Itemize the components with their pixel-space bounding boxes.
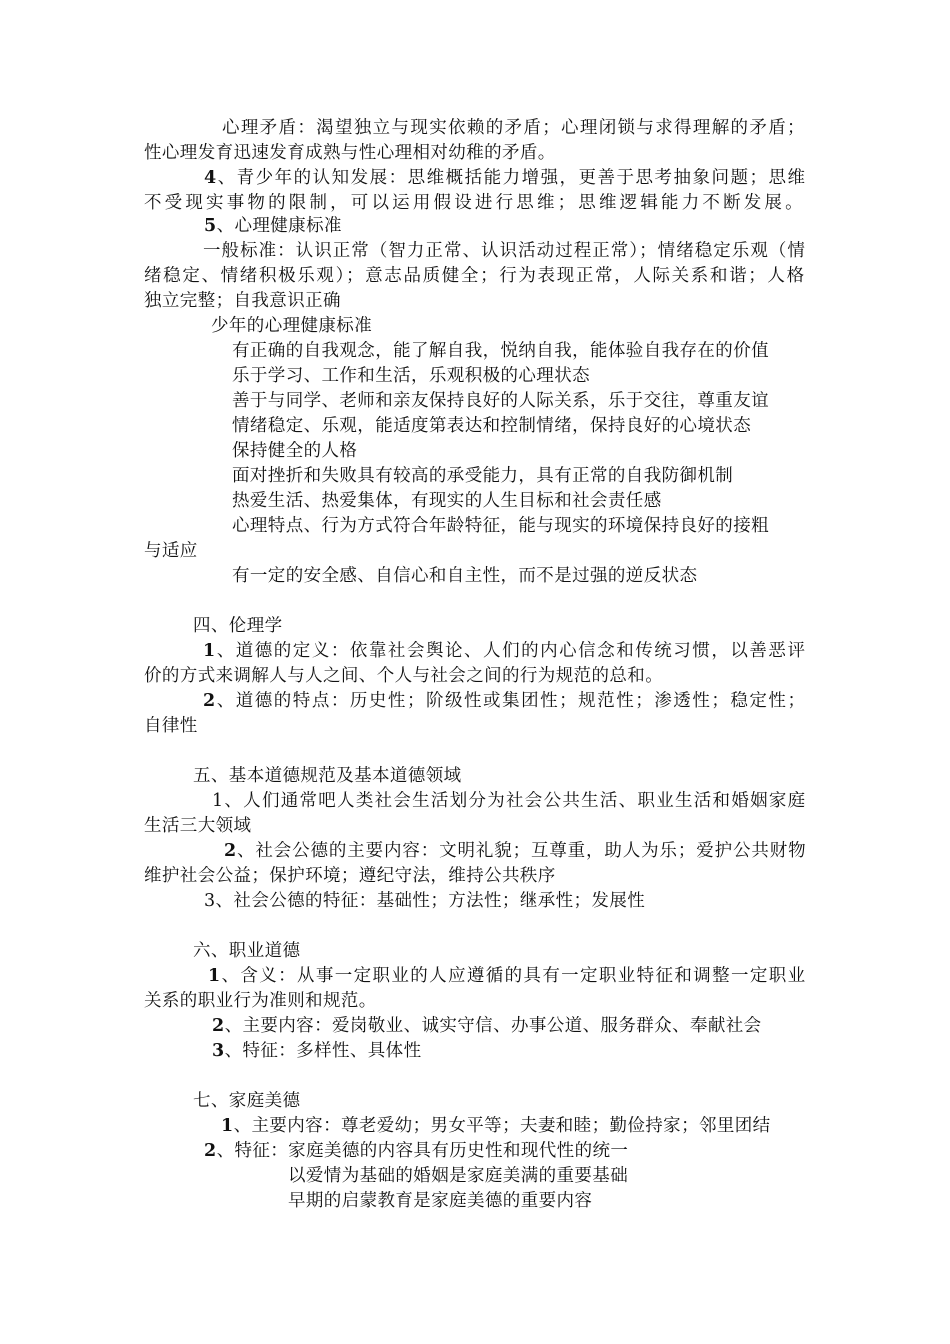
line-text: 关系的职业行为准则和规范。 bbox=[144, 991, 377, 1011]
line-text: 六、职业道德 bbox=[193, 941, 301, 961]
line-text: 、道德的定义：依靠社会舆论、人们的内心信念和传统习惯，以善恶评 bbox=[216, 641, 807, 661]
text-line bbox=[212, 1039, 421, 1063]
line-text: 、含义：从事一定职业的人应遵循的具有一定职业特征和调整一定职业 bbox=[221, 966, 807, 986]
text-line bbox=[224, 839, 806, 863]
text-line bbox=[193, 939, 300, 963]
text-line bbox=[232, 564, 697, 588]
line-text: 热爱生活、热爱集体，有现实的人生目标和社会责任感 bbox=[232, 491, 662, 511]
text-line bbox=[211, 314, 372, 338]
line-text: 自律性 bbox=[144, 716, 198, 736]
text-line bbox=[232, 364, 590, 388]
line-text: 、主要内容：爱岗敬业、诚实守信、办事公道、服务群众、奉献社会 bbox=[224, 1016, 762, 1036]
line-text: 乐于学习、工作和生活，乐观积极的心理状态 bbox=[232, 366, 590, 386]
line-text: 心理特点、行为方式符合年龄特征，能与现实的环境保持良好的接粗 bbox=[232, 516, 769, 536]
line-text: 、道德的特点：历史性；阶级性或集团性；规范性；渗透性；稳定性； bbox=[216, 691, 807, 711]
text-line bbox=[232, 514, 769, 538]
text-line bbox=[193, 764, 462, 788]
line-text: 四、伦理学 bbox=[193, 616, 283, 636]
text-line bbox=[232, 439, 357, 463]
text-line bbox=[144, 989, 377, 1013]
line-text: 维护社会公益；保护环境；遵纪守法，维持公共秩序 bbox=[144, 866, 556, 886]
line-text: 、心理健康标准 bbox=[216, 216, 342, 236]
line-text: 性心理发育迅速发育成熟与性心理相对幼稚的矛盾。 bbox=[144, 143, 556, 163]
text-line bbox=[208, 964, 806, 988]
text-line bbox=[222, 116, 806, 140]
line-text: 情绪稳定、乐观，能适度第表达和控制情绪，保持良好的心境状态 bbox=[232, 416, 752, 436]
line-text: 生活三大领域 bbox=[144, 816, 252, 836]
line-text: 五、基本道德规范及基本道德领域 bbox=[193, 766, 462, 786]
line-text: 早期的启蒙教育是家庭美德的重要内容 bbox=[288, 1191, 593, 1211]
text-line bbox=[144, 264, 806, 288]
line-text: 有正确的自我观念，能了解自我，悦纳自我，能体验自我存在的价值 bbox=[232, 341, 769, 361]
line-text: 、社会公德的主要内容：文明礼貌；互尊重，助人为乐；爱护公共财物 bbox=[237, 841, 807, 861]
item-number: 3 bbox=[212, 1041, 225, 1061]
line-text: 七、家庭美德 bbox=[193, 1091, 301, 1111]
line-text: 、特征：多样性、具体性 bbox=[224, 1041, 422, 1061]
line-text: 保持健全的人格 bbox=[232, 441, 358, 461]
line-text: 少年的心理健康标准 bbox=[211, 316, 373, 336]
item-number: 1 bbox=[208, 966, 222, 986]
line-text: 、青少年的认知发展：思维概括能力增强，更善于思考抽象问题；思维 bbox=[217, 168, 807, 188]
text-line bbox=[232, 339, 769, 363]
text-line bbox=[288, 1189, 592, 1213]
text-line bbox=[232, 464, 733, 488]
item-number: 5 bbox=[204, 216, 217, 236]
line-text: 独立完整；自我意识正确 bbox=[144, 291, 341, 311]
line-text: 不受现实事物的限制，可以运用假设进行思维；思维逻辑能力不断发展。 bbox=[144, 193, 806, 213]
text-line bbox=[144, 539, 198, 563]
line-text: 1、人们通常吧人类社会生活划分为社会公共生活、职业生活和婚姻家庭 bbox=[212, 791, 807, 811]
text-line bbox=[144, 664, 663, 688]
line-text: 以爱情为基础的婚姻是家庭美满的重要基础 bbox=[288, 1166, 629, 1186]
text-line bbox=[193, 1089, 300, 1113]
line-text: 心理矛盾：渴望独立与现实依赖的矛盾；心理闭锁与求得理解的矛盾； bbox=[222, 118, 806, 138]
text-line bbox=[232, 414, 751, 438]
item-number: 2 bbox=[224, 841, 238, 861]
text-line bbox=[144, 714, 198, 738]
item-number: 1 bbox=[203, 641, 217, 661]
text-line bbox=[144, 191, 806, 215]
line-text: 绪稳定、情绪积极乐观）；意志品质健全；行为表现正常，人际关系和谐；人格 bbox=[144, 266, 806, 286]
line-text: 价的方式来调解人与人之间、个人与社会之间的行为规范的总和。 bbox=[144, 666, 664, 686]
line-text: 善于与同学、老师和亲友保持良好的人际关系，乐于交往，尊重友谊 bbox=[232, 391, 769, 411]
text-line bbox=[204, 889, 645, 913]
text-line bbox=[144, 864, 556, 888]
text-line bbox=[203, 239, 806, 263]
text-line bbox=[221, 1114, 771, 1138]
text-line bbox=[204, 214, 342, 238]
text-line bbox=[144, 141, 556, 165]
line-text: 3、社会公德的特征：基础性；方法性；继承性；发展性 bbox=[204, 891, 646, 911]
text-line bbox=[232, 489, 662, 513]
text-line bbox=[203, 639, 806, 663]
text-line bbox=[212, 1014, 762, 1038]
text-line bbox=[203, 689, 806, 713]
line-text: 有一定的安全感、自信心和自主性，而不是过强的逆反状态 bbox=[232, 566, 698, 586]
line-text: 面对挫折和失败具有较高的承受能力，具有正常的自我防御机制 bbox=[232, 466, 734, 486]
line-text: 一般标准：认识正常（智力正常、认识活动过程正常）；情绪稳定乐观（情 bbox=[203, 241, 806, 261]
text-line bbox=[288, 1164, 628, 1188]
text-line bbox=[144, 289, 341, 313]
text-line bbox=[144, 814, 251, 838]
text-line bbox=[193, 614, 283, 638]
item-number: 1 bbox=[221, 1116, 234, 1136]
item-number: 2 bbox=[203, 691, 217, 711]
text-line bbox=[232, 389, 769, 413]
text-line bbox=[204, 1139, 628, 1163]
text-line bbox=[204, 166, 806, 190]
line-text: 、特征：家庭美德的内容具有历史性和现代性的统一 bbox=[216, 1141, 629, 1161]
item-number: 2 bbox=[212, 1016, 225, 1036]
text-line bbox=[212, 789, 806, 813]
item-number: 2 bbox=[204, 1141, 217, 1161]
line-text: 、主要内容：尊老爱幼；男女平等；夫妻和睦；勤俭持家；邻里团结 bbox=[233, 1116, 771, 1136]
item-number: 4 bbox=[204, 168, 218, 188]
line-text: 与适应 bbox=[144, 541, 198, 561]
